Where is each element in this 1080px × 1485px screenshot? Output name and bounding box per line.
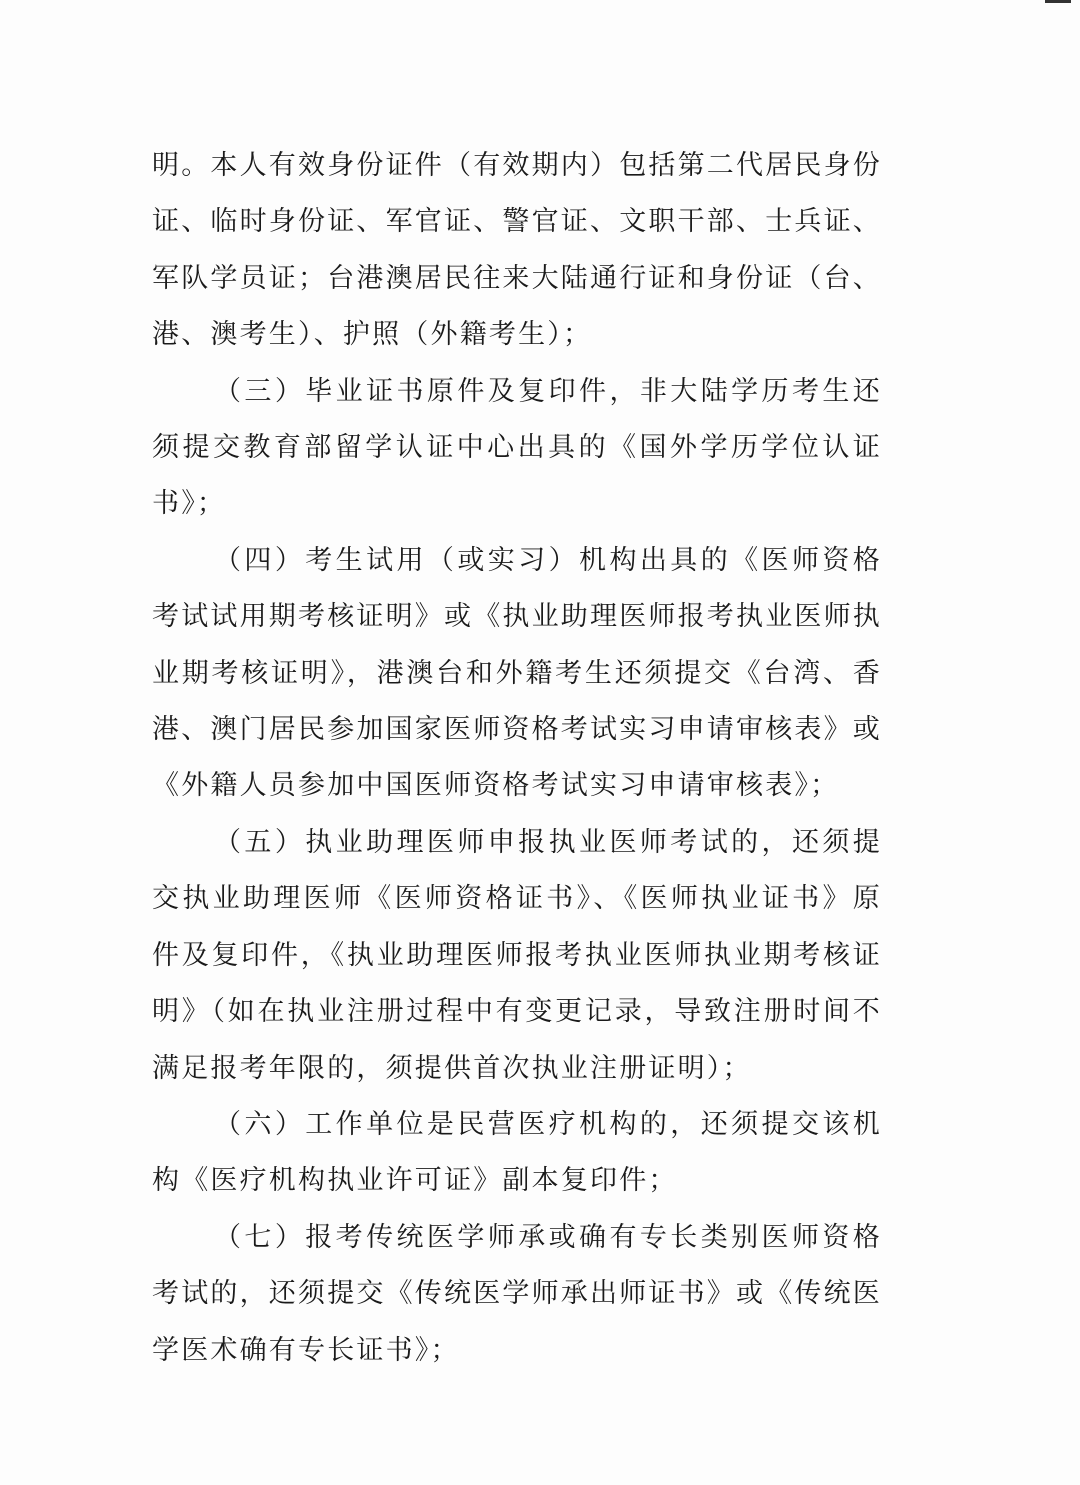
paragraph-id-documents: 明。本人有效身份证件（有效期内）包括第二代居民身份证、临时身份证、军官证、警官证、文职干部、士兵证、军队学员证；台港澳居民往来大陆通行证和身份证（台、港、澳考生）、护照（外籍考生）； <box>152 150 882 351</box>
scan-corner-mark <box>1045 0 1071 3</box>
paragraph-item-6: （六）工作单位是民营医疗机构的，还须提交该机构《医疗机构执业许可证》副本复印件； <box>152 1108 882 1197</box>
paragraph-item-7: （七）报考传统医学师承或确有专长类别医师资格考试的，还须提交《传统医学师承出师证书》或《传统医学医术确有专长证书》； <box>152 1221 882 1366</box>
paragraph-item-3: （三）毕业证书原件及复印件，非大陆学历考生还须提交教育部留学认证中心出具的《国外学历学位认证书》； <box>152 375 882 520</box>
paragraph-item-4: （四）考生试用（或实习）机构出具的《医师资格考试试用期考核证明》或《执业助理医师报考执业医师执业期考核证明》，港澳台和外籍考生还须提交《台湾、香港、澳门居民参加国家医师资格考试实习申请审核表》或《外籍人员参加中国医师资格考试实习申请审核表》； <box>152 544 882 802</box>
document-page <box>152 138 882 1379</box>
paragraph-item-5: （五）执业助理医师申报执业医师考试的，还须提交执业助理医师《医师资格证书》、《医师执业证书》原件及复印件，《执业助理医师报考执业医师执业期考核证明》（如在执业注册过程中有变更记录，导致注册时间不满足报考年限的，须提供首次执业注册证明）； <box>152 826 882 1084</box>
